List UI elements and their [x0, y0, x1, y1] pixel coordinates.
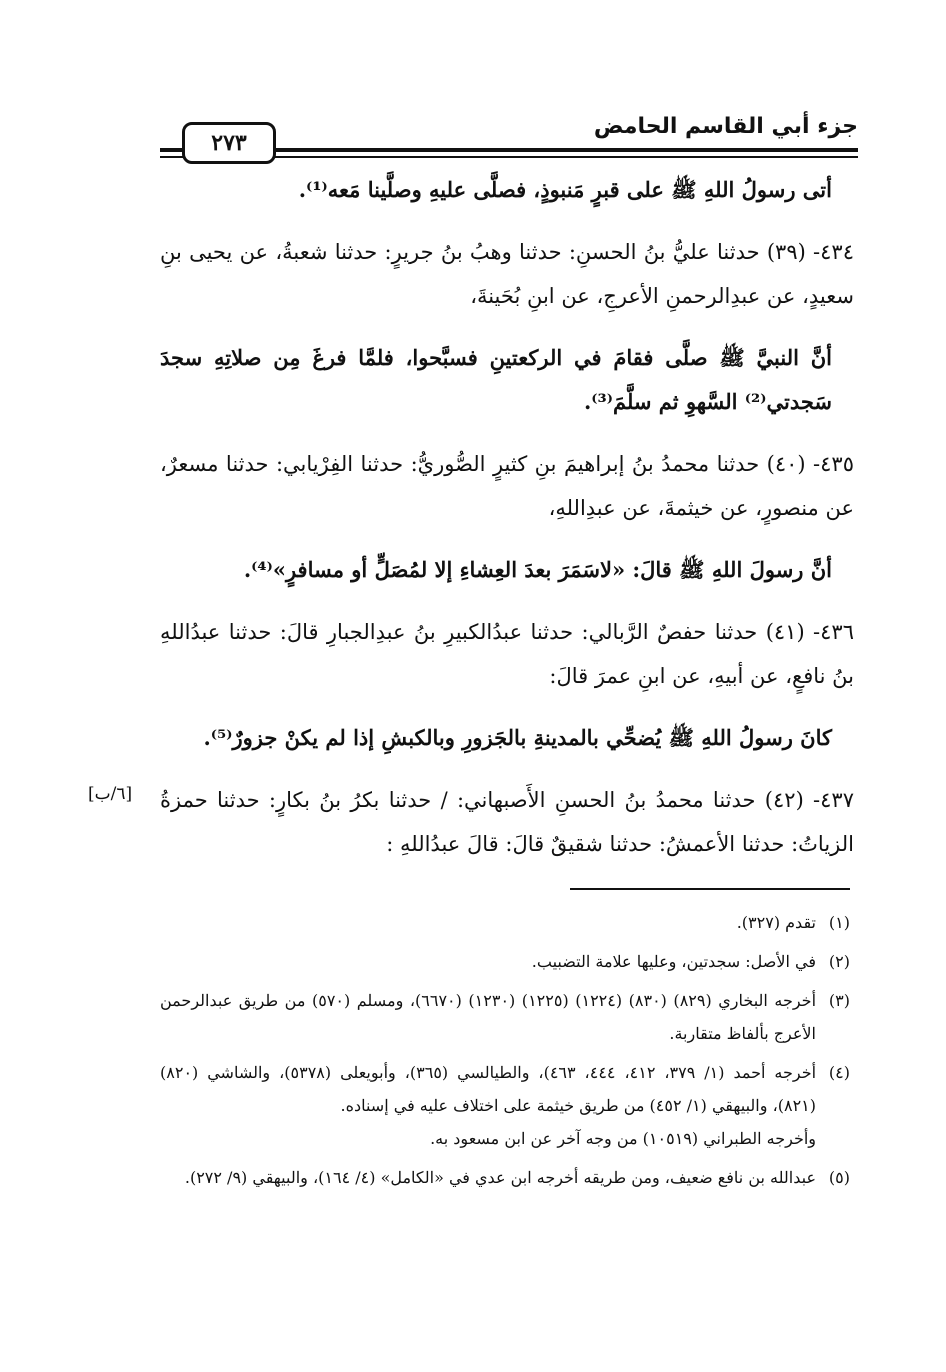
- footnote-text: وأخرجه الطبراني (١٠٥١٩) من وجه آخر عن ابن مسعود به.: [430, 1129, 816, 1148]
- isnad-paragraph: ٤٣٧- (٤٢) حدثنا محمدُ بنُ الحسنِ الأَصبهاني: / حدثنا بكرُ بنُ بكارٍ: حدثنا حمزةُ الزياتُ: حدثنا الأعمشُ: حدثنا شقيقٌ قالَ: قالَ عبدُاللهِ :: [160, 788, 854, 856]
- page-header: [160, 108, 858, 164]
- footnote: [160, 984, 850, 1050]
- hadith-text: كانَ رسولُ اللهِ ﷺ يُضحِّي بالمدينةِ بالجَزورِ وبالكبشِ إذا لم يكنْ جزورٌ⁽⁵⁾.: [203, 725, 832, 750]
- running-title: جزء أبي القاسم الحامض: [593, 114, 858, 139]
- footnote-text: عبدالله بن نافع ضعيف، ومن طريقه أخرجه ابن عدي في «الكامل» (٤/ ١٦٤)، والبيهقي (٩/ ٢٧٢).: [184, 1168, 816, 1187]
- hadith-text: أنَّ النبيَّ ﷺ صلَّى فقامَ في الركعتينِ فسبَّحوا، فلمَّا فرغَ مِن صلاتِهِ سجدَ سَجدتي⁽²⁾ السَّهوِ ثم سلَّمَ⁽³⁾.: [160, 345, 832, 414]
- footnote-number: (٣): [828, 991, 850, 1010]
- footnote: [160, 945, 850, 978]
- footnote-number: (١): [828, 913, 850, 932]
- hadith-text: أتى رسولُ اللهِ ﷺ على قبرٍ مَنبوذٍ، فصلَّى عليهِ وصلَّينا مَعه⁽¹⁾.: [298, 177, 832, 202]
- footnote-text: أخرجه أحمد (١/ ٣٧٩، ٤١٢، ٤٤٤، ٤٦٣)، والطيالسي (٣٦٥)، وأبويعلى (٥٣٧٨)، والشاشي (٨٢٠) (٨٢١)، والبيهقي (١/ ٤٥٢) من طريق خيثمة على اختلاف عليه في إسناده.: [160, 1063, 817, 1115]
- footnote-text: في الأصل: سجدتين، وعليها علامة التضبيب.: [531, 952, 816, 971]
- isnad-paragraph: ٤٣٦- (٤١) حدثنا حفصٌ الرَّبالي: حدثنا عبدُالكبيرِ بنُ عبدِالجبارِ قالَ: حدثنا عبدُاللهِ بنُ نافعٍ، عن أبيهِ، عن ابنِ عمرَ قالَ:: [160, 620, 854, 688]
- footnote-number: (٥): [828, 1168, 850, 1187]
- footnote: [160, 1056, 850, 1155]
- main-text: [160, 168, 854, 884]
- footnote-text: تقدم (٣٢٧).: [736, 913, 816, 932]
- manuscript-folio-note: [٦/ب]: [88, 784, 133, 804]
- footnote-number: (٤): [828, 1063, 850, 1082]
- footnote-text: أخرجه البخاري (٨٢٩) (٨٣٠) (١٢٢٤) (١٢٢٥) (١٢٣٠) (٦٦٧٠)، ومسلم (٥٧٠) من طريق عبدالرحمن الأعرج بألفاظ متقاربة.: [160, 991, 817, 1043]
- footnote: [160, 906, 850, 939]
- isnad-paragraph: ٤٣٤- (٣٩) حدثنا عليُّ بنُ الحسنِ: حدثنا وهبُ بنُ جريرٍ: حدثنا شعبةُ، عن يحيى بنِ سعيدٍ، عن عبدِالرحمنِ الأعرجِ، عن ابنِ بُحَينةَ،: [160, 240, 854, 308]
- footnote-separator: [570, 888, 850, 890]
- footnotes: [160, 906, 850, 1200]
- footnote-number: (٢): [828, 952, 850, 971]
- footnote: [160, 1161, 850, 1194]
- hadith-text: أنَّ رسولَ اللهِ ﷺ قالَ: «لاسَمَرَ بعدَ العِشاءِ إلا لمُصَلٍّ أو مسافرٍ»⁽⁴⁾.: [243, 557, 832, 582]
- page-number: ٢٧٣: [182, 122, 276, 164]
- isnad-paragraph: ٤٣٥- (٤٠) حدثنا محمدُ بنُ إبراهيمَ بنِ كثيرٍ الصُّوريُّ: حدثنا الفِرْيابي: حدثنا مسعرٌ، عن منصورٍ، عن خيثمةَ، عن عبدِاللهِ،: [160, 452, 854, 520]
